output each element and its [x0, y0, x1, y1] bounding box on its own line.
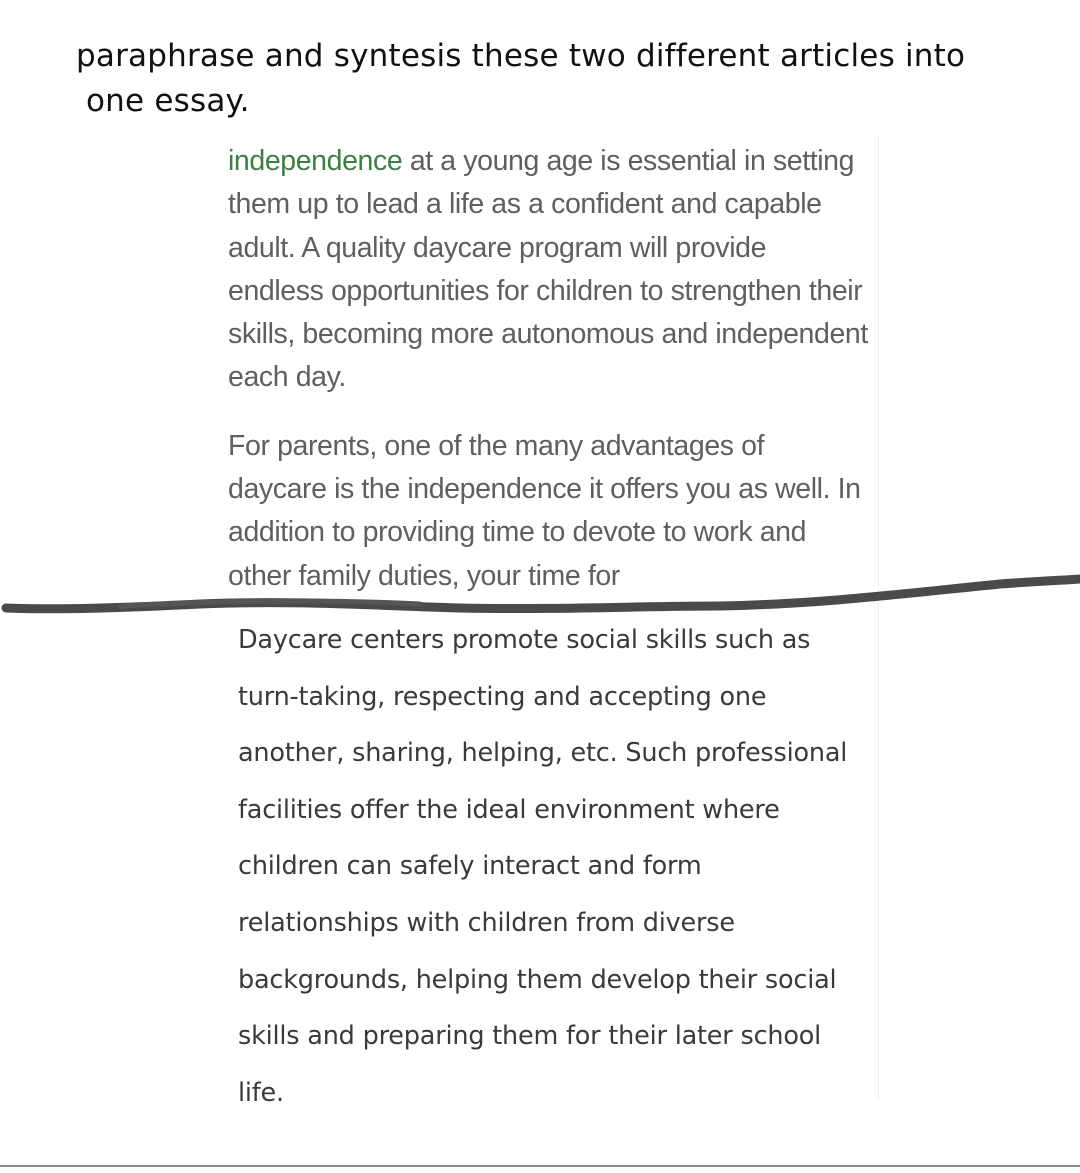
article-one-paragraph-1 [228, 140, 868, 400]
bottom-border [0, 1165, 1080, 1167]
article-two-paragraph: Daycare centers promote social skills such as turn-taking, respecting and accepting one another, sharing, helping, etc. Such professional facilities offer the ideal environment where children can safely interact and form relationships with children from diverse backgrounds, helping them develop their social skills and preparing them for their later school life. [238, 625, 848, 1108]
independence-link[interactable]: independence [228, 145, 403, 177]
article-two-excerpt [238, 612, 858, 1121]
instruction-text [76, 34, 1056, 124]
instruction-line-1: paraphrase and syntesis these two different articles into [76, 38, 966, 74]
article-one-paragraph-1-text: at a young age is essential in setting them up to lead a life as a confident and capable adult. A quality daycare program will provide endless opportunities for children to strengthen their skills, becoming more autonomous and independent each day. [228, 145, 868, 394]
instruction-line-2: one essay. [86, 83, 250, 119]
article-one-paragraph-2: For parents, one of the many advantages of daycare is the independence it offers you as well. In addition to providing time to devote to work and other family duties, your time for [228, 429, 861, 592]
article-one-excerpt [228, 140, 868, 598]
